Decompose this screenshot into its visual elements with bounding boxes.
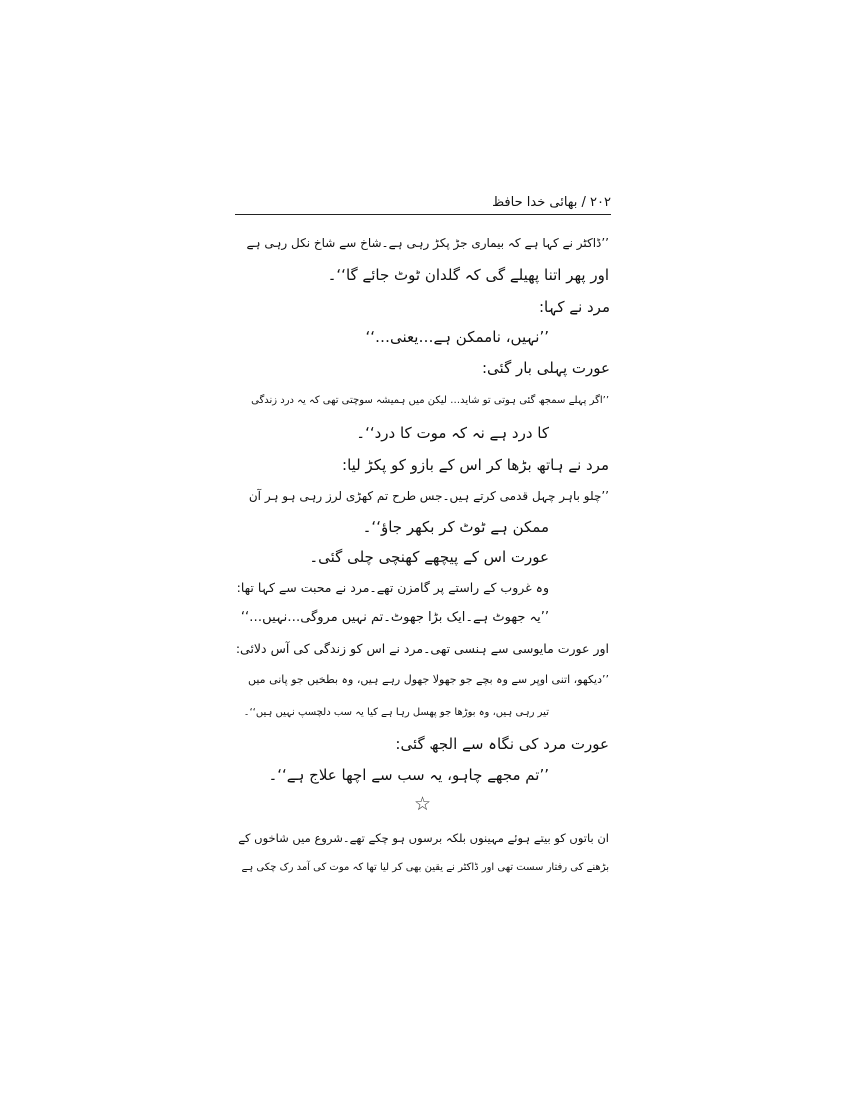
text-line: ’’یہ جھوٹ ہے۔ایک بڑا جھوٹ۔تم نہیں مروگی…نہیں…‘‘ xyxy=(240,610,549,625)
text-line: اور عورت مایوسی سے ہنسی تھی۔مرد نے اس کو زندگی کی آس دلائی: xyxy=(235,641,609,656)
text-line: ’’ڈاکٹر نے کہا ہے کہ بیماری جڑ پکڑ رہی ہے۔شاخ سے شاخ نکل رہی ہے xyxy=(246,236,609,250)
section-break-star-icon: ☆ xyxy=(414,793,432,815)
text-line: عورت پہلی بار گئی: xyxy=(481,359,610,377)
text-line: ’’دیکھو، اتنی اوپر سے وہ بچے جو جھولا جھول رہے ہیں، وہ بطخیں جو پانی میں xyxy=(247,673,609,686)
text-line: مرد نے کہا: xyxy=(538,298,610,316)
text-line: ’’اگر پہلے سمجھ گئی ہوتی تو شاید… لیکن میں ہمیشہ سوچتی تھی کہ یہ درد زندگی xyxy=(251,395,609,406)
text-line: تیر رہی ہیں، وہ بوڑھا جو پھسل رہا ہے کیا یہ سب دلچسپ نہیں ہیں‘‘۔ xyxy=(243,707,549,718)
text-line: عورت مرد کی نگاہ سے الجھ گئی: xyxy=(395,735,609,753)
text-line: ’’تم مجھے چاہو، یہ سب سے اچھا علاج ہے‘‘۔ xyxy=(268,766,549,784)
text-line: ’’نہیں، ناممکن ہے…یعنی…‘‘ xyxy=(365,328,549,346)
text-line: کا درد ہے نہ کہ موت کا درد‘‘۔ xyxy=(356,424,549,442)
text-line: عورت اس کے پیچھے کھنچی چلی گئی۔ xyxy=(309,548,549,566)
text-line: بڑھنے کی رفتار سست تھی اور ڈاکٹر نے یقین بھی کر لیا تھا کہ موت کی آمد رک چکی ہے xyxy=(241,862,609,873)
text-line: ’’چلو باہر چہل قدمی کرتے ہیں۔جس طرح تم کھڑی لرز رہی ہو ہر آن xyxy=(248,489,609,503)
text-line: ان باتوں کو بیتے ہوئے مہینوں بلکہ برسوں ہو چکے تھے۔شروع میں شاخوں کے xyxy=(238,831,609,845)
text-line: اور پھر اتنا پھیلے گی کہ گلدان ٹوٹ جائے گا‘‘۔ xyxy=(327,266,609,284)
text-line: مرد نے ہاتھ بڑھا کر اس کے بازو کو پکڑ لیا: xyxy=(342,456,609,474)
text-line: ممکن ہے ٹوٹ کر بکھر جاؤ‘‘۔ xyxy=(362,518,549,536)
running-head: ۲۰۲ / بھائی خدا حافظ xyxy=(492,195,611,210)
text-line: وہ غروب کے راستے پر گامزن تھے۔مرد نے محبت سے کہا تھا: xyxy=(236,580,549,595)
